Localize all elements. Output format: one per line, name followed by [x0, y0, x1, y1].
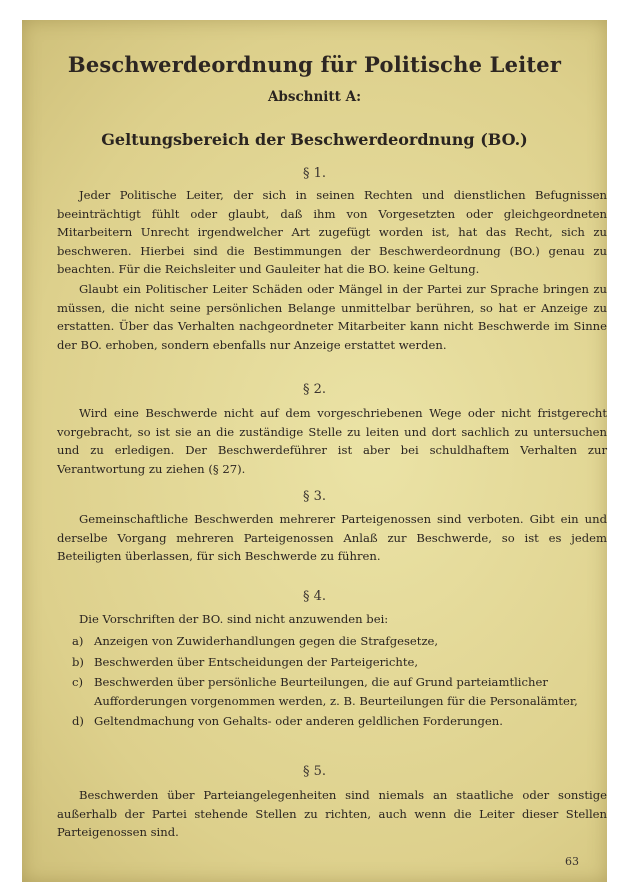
list-item	[72, 653, 607, 672]
paragraph-label-2: § 2.	[302, 382, 327, 397]
section-1-text-2: Glaubt ein Politischer Leiter Schäden oder Mängel in der Partei zur Sprache bringen zu müssen, die nicht seine persönlichen Belange unmittelbar berühren, so hat er Anzeige zu erstatten. Über das Verhalten nachgeordneter Mitarbeiter kann nicht Beschwerde im Sinne der BO. erhoben, sondern ebenfalls nur Anzeige erstattet werden.	[57, 282, 607, 352]
list-marker: c)	[72, 675, 84, 690]
section-1-text-1: Jeder Politische Leiter, der sich in seinen Rechten und dienstlichen Befugnissen beeinträchtigt fühlt oder glaubt, daß ihm von Vorgesetzten oder gleichgeordneten Mitarbeitern Unrecht irgendwelcher Art zugefügt worden ist, hat das Recht, sich zu beschweren. Hierbei sind die Bestimmungen der Beschwerdeordnung (BO.) genau zu beachten. Für die Reichsleiter und Gauleiter hat die BO. keine Geltung.	[57, 188, 607, 277]
paragraph-label-3: § 3.	[302, 489, 327, 504]
section-subtitle: Abschnitt A:	[267, 89, 362, 105]
section-2-text-1: Wird eine Beschwerde nicht auf dem vorgeschriebenen Wege oder nicht fristgerecht vorgebracht, so ist sie an die zuständige Stelle zu leiten und dort sachlich zu untersuchen und zu erledigen. Der Beschwerdeführer ist aber bei schuldhaftem Verhalten zur Verantwortung zu ziehen (§ 27).	[57, 406, 607, 476]
paragraph-label-1: § 1.	[302, 166, 327, 181]
list-item-text: Beschwerden über Entscheidungen der Parteigerichte,	[94, 654, 419, 669]
list-marker: a)	[72, 634, 84, 648]
exception-list	[72, 632, 607, 733]
list-item-text: Anzeigen von Zuwiderhandlungen gegen die Strafgesetze,	[94, 634, 439, 648]
document-title: Beschwerdeordnung für Politische Leiter	[67, 52, 562, 77]
section-4-intro: Die Vorschriften der BO. sind nicht anzuwenden bei:	[79, 612, 389, 626]
list-item-text: Geltendmachung von Gehalts- oder anderen geldlichen Forderungen.	[94, 714, 503, 729]
list-item	[72, 673, 607, 710]
paragraph-label-5: § 5.	[302, 764, 327, 779]
list-item-text: Beschwerden über persönliche Beurteilungen, die auf Grund parteiamtlicher Aufforderungen vorgenommen werden, z. B. Beurteilungen für die Personalämter,	[94, 675, 578, 708]
list-item	[72, 632, 607, 651]
paragraph-label-4: § 4.	[302, 589, 327, 604]
section-heading: Geltungsbereich der Beschwerdeordnung (BO.)	[101, 130, 528, 149]
list-marker: b)	[72, 654, 84, 669]
section-5-text-1: Beschwerden über Parteiangelegenheiten sind niemals an staatliche oder sonstige außerhalb der Partei stehende Stellen zu richten, auch wenn die Leiter dieser Stellen Parteigenossen sind.	[57, 788, 607, 840]
document-page	[22, 20, 607, 882]
list-marker: d)	[72, 714, 84, 729]
list-item	[72, 712, 607, 731]
page-number: 63	[565, 855, 579, 868]
section-3-text-1: Gemeinschaftliche Beschwerden mehrerer Parteigenossen sind verboten. Gibt ein und derselbe Vorgang mehreren Parteigenossen Anlaß zur Beschwerde, so ist es jedem Beteiligten überlassen, für sich Beschwerde zu führen.	[57, 512, 607, 564]
